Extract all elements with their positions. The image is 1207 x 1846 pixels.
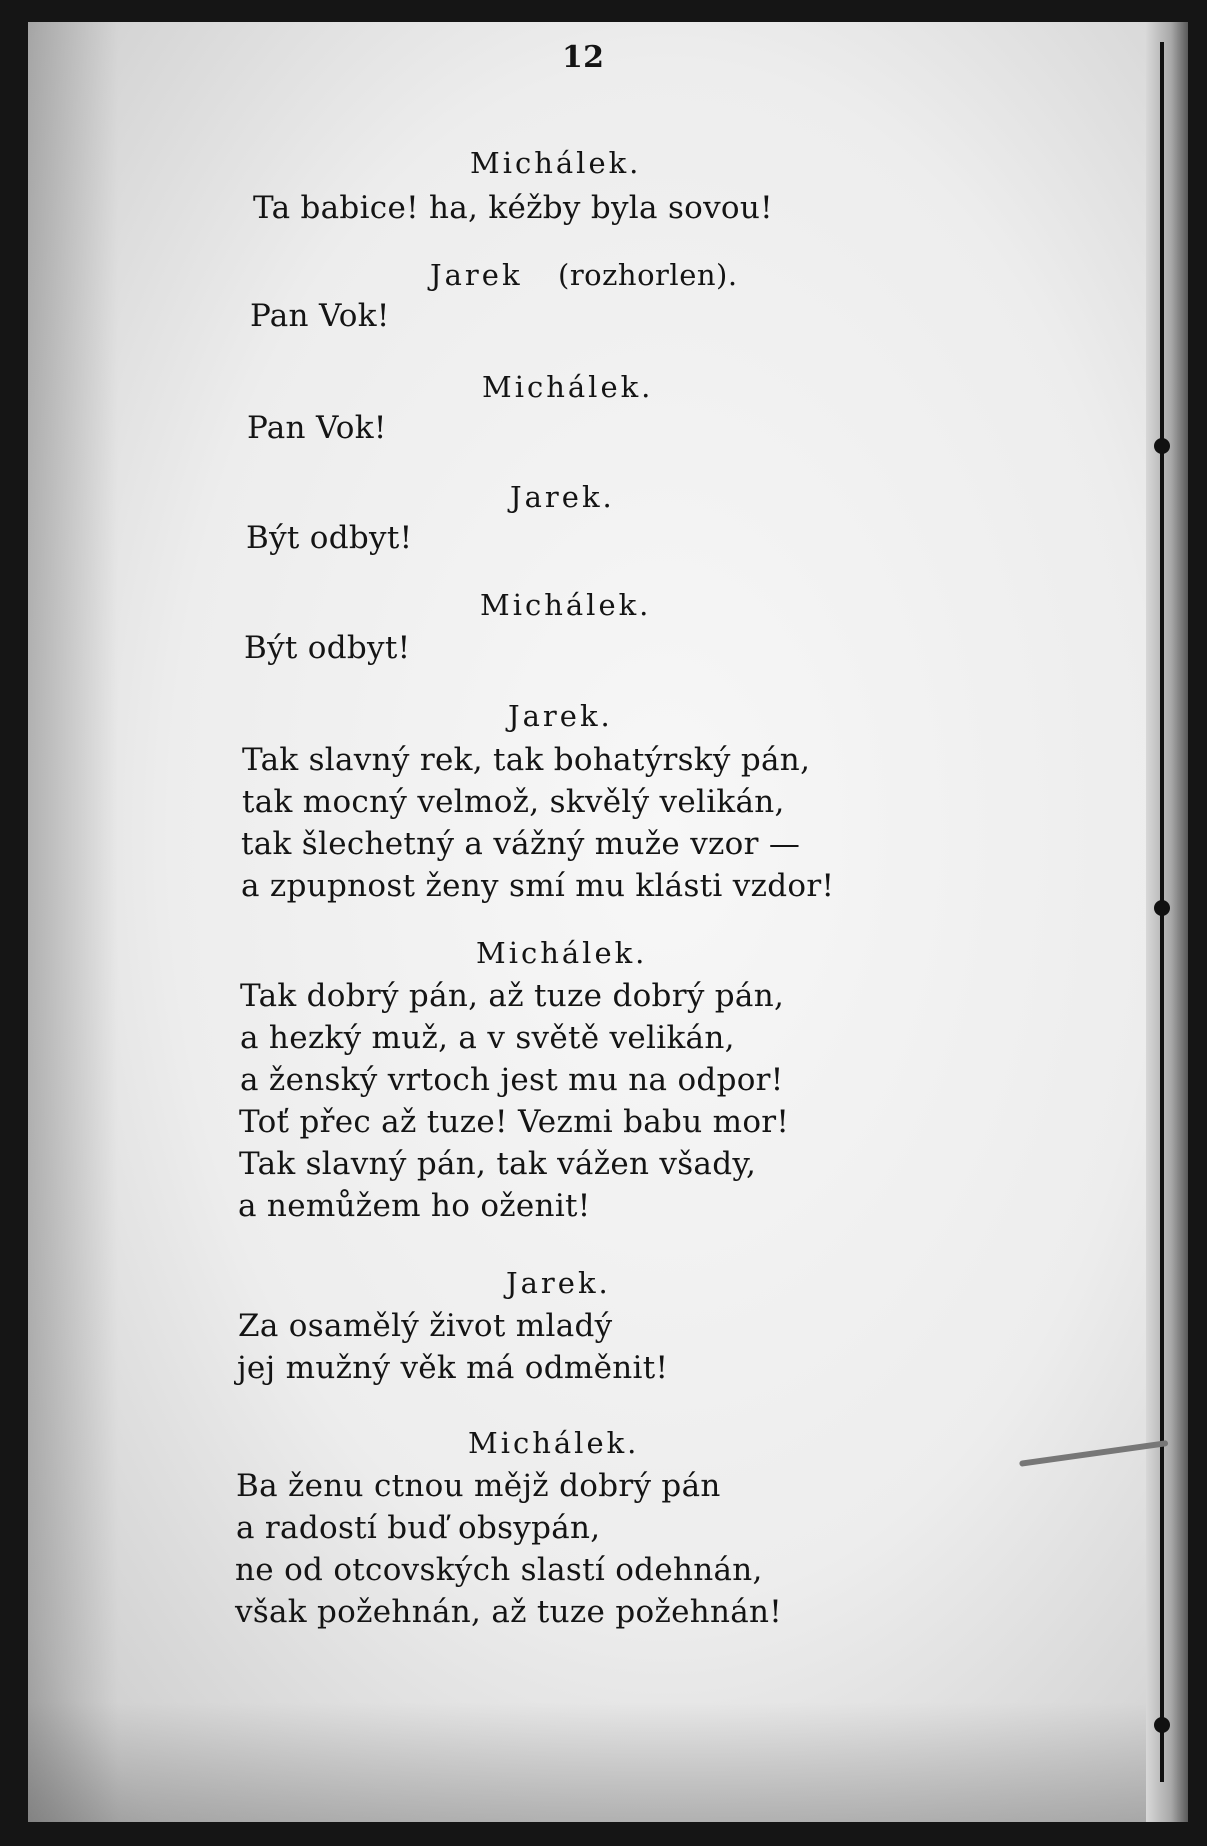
verse-line: a radostí buď obsypán, xyxy=(236,1510,601,1546)
verse-line: jej mužný věk má odměnit! xyxy=(237,1350,669,1386)
binding-knot xyxy=(1154,900,1170,916)
book-page xyxy=(28,22,1188,1822)
verse-line: ne od otcovských slastí odehnán, xyxy=(235,1552,763,1588)
verse-line: a ženský vrtoch jest mu na odpor! xyxy=(240,1062,784,1098)
page-shadow-bottom xyxy=(28,1702,1188,1822)
speaker-name: Michálek. xyxy=(470,146,642,180)
speaker-name: Michálek. xyxy=(476,936,648,970)
verse-line: však požehnán, až tuze požehnán! xyxy=(235,1594,783,1630)
verse-line: Toť přec až tuze! Vezmi babu mor! xyxy=(239,1104,790,1140)
verse-line: Tak slavný pán, tak vážen všady, xyxy=(239,1146,757,1182)
verse-line: Tak dobrý pán, až tuze dobrý pán, xyxy=(240,978,785,1014)
verse-line: Ba ženu ctnou mějž dobrý pán xyxy=(236,1468,721,1504)
verse-line: tak šlechetný a vážný muže vzor — xyxy=(241,826,801,862)
verse-line: Být odbyt! xyxy=(246,520,413,556)
speaker-name: Jarek. xyxy=(508,699,613,733)
verse-line: Pan Vok! xyxy=(250,298,390,334)
speaker-name: Michálek. xyxy=(468,1426,640,1460)
page-number: 12 xyxy=(562,40,605,75)
verse-line: a nemůžem ho oženit! xyxy=(238,1188,591,1224)
page-shadow-left xyxy=(28,22,118,1822)
book-binding xyxy=(1146,22,1188,1822)
speaker-name: Michálek. xyxy=(482,370,654,404)
binding-knot xyxy=(1154,438,1170,454)
stage-direction: (rozhorlen). xyxy=(558,258,738,292)
verse-line: Ta babice! ha, kéžby byla sovou! xyxy=(253,190,773,226)
verse-line: Tak slavný rek, tak bohatýrský pán, xyxy=(242,742,811,778)
verse-line: a zpupnost ženy smí mu klásti vzdor! xyxy=(241,868,835,904)
speaker-name: Michálek. xyxy=(480,588,652,622)
verse-line: Pan Vok! xyxy=(247,410,387,446)
verse-line: Být odbyt! xyxy=(244,630,411,666)
speaker-name: Jarek xyxy=(430,258,523,292)
verse-line: Za osamělý život mladý xyxy=(238,1308,613,1344)
verse-line: a hezký muž, a v světě velikán, xyxy=(240,1020,735,1056)
speaker-name: Jarek. xyxy=(506,1266,611,1300)
speaker-name: Jarek. xyxy=(510,480,615,514)
binding-knot xyxy=(1154,1717,1170,1733)
verse-line: tak mocný velmož, skvělý velikán, xyxy=(242,784,785,820)
